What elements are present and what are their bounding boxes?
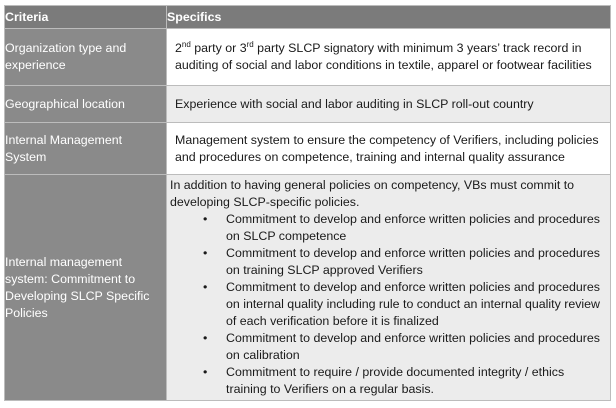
ordinal-suffix: nd [181,39,191,49]
list-item-text: Commitment to develop and enforce written policies and procedures on SLCP competence [226,212,600,243]
header-specifics: Specifics [167,6,611,29]
list-item [167,245,610,279]
bullet-icon: • [203,280,208,294]
table-row [5,123,611,175]
ordinal-suffix: rd [246,39,254,49]
bullet-icon: • [203,365,208,379]
bullet-icon: • [203,212,208,226]
criteria-cell: Internal Management System [5,123,167,175]
criteria-table [4,5,611,401]
header-criteria: Criteria [5,6,167,29]
list-item-text: Commitment to require / provide documented integrity / ethics training to Verifiers on a regular basis. [226,365,565,396]
list-item-text: Commitment to develop and enforce written policies and procedures on internal quality including rule to conduct an internal quality review of each verification before it is finalized [226,280,601,328]
specifics-cell [167,175,611,401]
table-row [5,175,611,401]
list-item-text: Commitment to develop and enforce written policies and procedures on calibration [226,331,600,362]
specifics-cell [167,29,611,86]
list-item [167,364,610,398]
criteria-cell: Organization type and experience [5,29,167,86]
criteria-cell: Internal management system: Commitment to Developing SLCP Specific Policies [5,175,167,401]
table-row [5,29,611,86]
table-row [5,86,611,123]
specifics-cell [167,123,611,175]
criteria-cell: Geographical location [5,86,167,123]
spec-text-part: 2 [175,41,182,55]
bullet-list [167,211,610,398]
list-item-text: Commitment to develop and enforce written policies and procedures on training SLCP approved Verifiers [226,246,600,277]
bullet-icon: • [203,246,208,260]
list-item [167,279,610,330]
spec-text-part: party or 3 [190,41,247,55]
spec-intro: In addition to having general policies on competency, VBs must commit to developing SLCP-specific policies. [170,178,575,209]
spec-text-part: party SLCP signatory with minimum 3 years’ track record in auditing of social and labor conditions in textile, apparel or footwear facilities [175,41,592,72]
spec-text: Management system to ensure the competency of Verifiers, including policies and procedures on competence, training and internal quality assurance [175,132,599,164]
specifics-cell [167,86,611,123]
spec-text: Experience with social and labor auditing in SLCP roll-out country [175,96,534,111]
list-item [167,330,610,364]
list-item [167,211,610,245]
bullet-icon: • [203,331,208,345]
